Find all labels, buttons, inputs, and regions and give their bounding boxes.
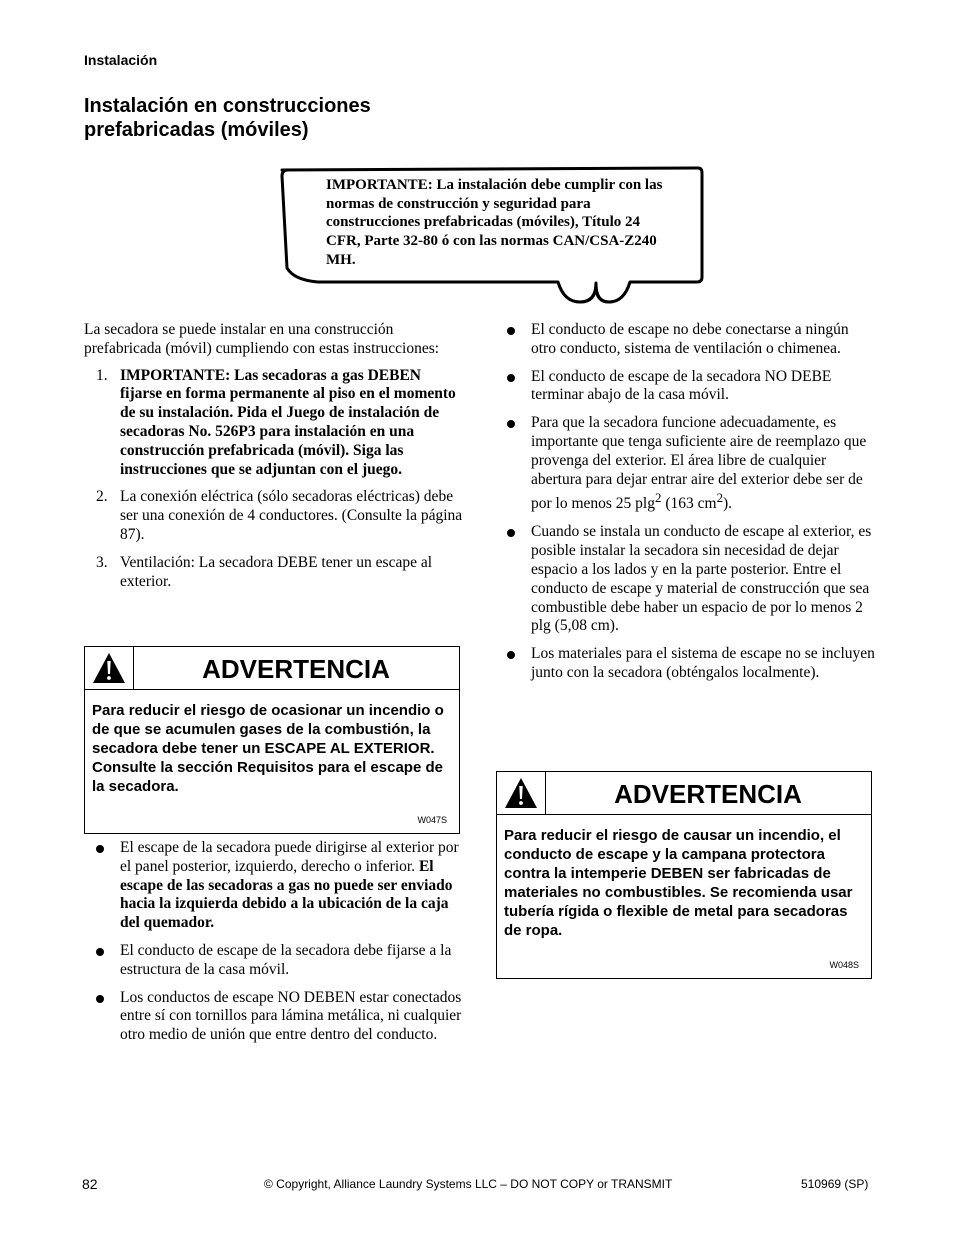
warning-box-materials xyxy=(496,771,872,979)
warning-header xyxy=(497,772,871,815)
list-item xyxy=(507,321,877,359)
document-number: 510969 (SP) xyxy=(801,1177,869,1191)
bullet-icon xyxy=(507,420,515,428)
warning-icon-cell xyxy=(497,772,546,814)
intro-paragraph: La secadora se puede instalar en una construcción prefabricada (móvil) cumpliendo con estas instrucciones: xyxy=(84,321,440,357)
bullet-text: ). xyxy=(723,495,733,513)
superscript: 2 xyxy=(655,490,662,506)
steps-list xyxy=(84,367,464,592)
list-item xyxy=(507,414,877,514)
list-item xyxy=(507,523,877,636)
bullet-icon xyxy=(96,845,104,853)
warning-title: ADVERTENCIA xyxy=(202,654,390,684)
step-text: Ventilación: La secadora DEBE tener un escape al exterior. xyxy=(120,553,433,590)
important-note-text: IMPORTANTE: La instalación debe cumplir con las normas de construcción y seguridad para construcciones prefabricadas (móviles), Título 24 CFR, Parte 32-80 ó con las normas CAN/CSA-Z240 MH. xyxy=(326,177,663,268)
step-text: La conexión eléctrica (sólo secadoras eléctricas) debe ser una conexión de 4 conductores. (Consulte la página 87). xyxy=(120,488,463,543)
section-label: Instalación xyxy=(84,52,158,68)
bullet-icon xyxy=(96,948,104,956)
warning-code: W048S xyxy=(829,960,859,970)
bullet-icon xyxy=(507,374,515,382)
bullet-text: (163 cm xyxy=(661,495,717,513)
list-item xyxy=(84,367,464,480)
page-number: 82 xyxy=(82,1176,98,1192)
bullet-text: Los materiales para el sistema de escape no se incluyen junto con la secadora (obténgalos localmente). xyxy=(531,645,875,681)
warning-title: ADVERTENCIA xyxy=(614,779,802,809)
warning-triangle-icon xyxy=(91,651,127,685)
copyright-notice: © Copyright, Alliance Laundry Systems LLC – DO NOT COPY or TRANSMIT xyxy=(264,1177,673,1191)
warning-box-exhaust xyxy=(84,646,460,834)
list-item xyxy=(96,839,464,933)
warning-triangle-icon xyxy=(503,776,539,810)
bullet-icon xyxy=(507,651,515,659)
warning-header xyxy=(85,647,459,690)
step-text: IMPORTANTE: Las secadoras a gas DEBEN fijarse en forma permanente al piso en el momento de su instalación. Pida el Juego de instalación de secadoras No. 526P3 para instalación en una construcción prefabricada (móvil). Siga las instrucciones que se adjuntan con el juego. xyxy=(120,366,456,478)
list-item xyxy=(84,488,464,544)
important-note-callout xyxy=(278,164,706,306)
bullet-text: El conducto de escape de la secadora debe fijarse a la estructura de la casa móvil. xyxy=(120,941,452,978)
bullet-text: El conducto de escape de la secadora NO DEBE terminar abajo de la casa móvil. xyxy=(531,367,832,404)
step-number: 2. xyxy=(96,488,108,506)
right-column xyxy=(507,321,877,692)
bullet-icon xyxy=(96,995,104,1003)
left-bullets xyxy=(96,839,464,1054)
bullet-text: Para que la secadora funcione adecuadamente, es importante que tenga suficiente aire de reemplazo que provenga del exterior. El área libre de cualquier abertura para dejar entrar aire del exterior debe ser de por lo menos 25 plg xyxy=(531,414,867,513)
list-item xyxy=(96,989,464,1045)
bullet-icon xyxy=(507,529,515,537)
step-number: 3. xyxy=(96,553,108,571)
list-item xyxy=(507,368,877,406)
page-title: Instalación en construcciones prefabricadas (móviles) xyxy=(84,95,371,141)
warning-code: W047S xyxy=(417,815,447,825)
warning-body: Para reducir el riesgo de ocasionar un incendio o de que se acumulen gases de la combustión, la secadora debe tener un ESCAPE AL EXTERIOR. Consulte la sección Requisitos para el escape de la secadora. xyxy=(92,702,444,795)
bullet-icon xyxy=(507,327,515,335)
superscript: 2 xyxy=(716,490,724,506)
list-item xyxy=(507,645,877,683)
bullet-text: El escape de la secadora puede dirigirse al exterior por el panel posterior, izquierdo, derecho o inferior. xyxy=(120,839,459,875)
bullet-text: Cuando se instala un conducto de escape al exterior, es posible instalar la secadora sin necesidad de dejar espacio a los lados y en la parte posterior. Entre el conducto de escape y material de construcción que sea combustible debe haber un espacio de por lo menos 2 plg (5,08 cm). xyxy=(531,523,872,635)
step-number: 1. xyxy=(96,366,108,384)
bullet-bold-text: El escape de las secadoras a gas no puede ser enviado hacia la izquierda debido a la ubicación de la caja del quemador. xyxy=(120,857,453,932)
list-item xyxy=(84,554,464,592)
list-item xyxy=(96,942,464,980)
bullet-text: Los conductos de escape NO DEBEN estar conectados entre sí con tornillos para lámina metálica, ni cualquier otro medio de unión que entre dentro del conducto. xyxy=(120,988,462,1044)
bullet-text: El conducto de escape no debe conectarse a ningún otro conducto, sistema de ventilación o chimenea. xyxy=(531,321,849,357)
left-column xyxy=(84,321,464,600)
warning-icon-cell xyxy=(85,647,134,689)
warning-body: Para reducir el riesgo de causar un incendio, el conducto de escape y la campana protectora contra la intemperie DEBEN ser fabricadas de materiales no combustibles. Se recomienda usar tubería rígida o flexible de metal para secadoras de ropa. xyxy=(504,827,853,939)
